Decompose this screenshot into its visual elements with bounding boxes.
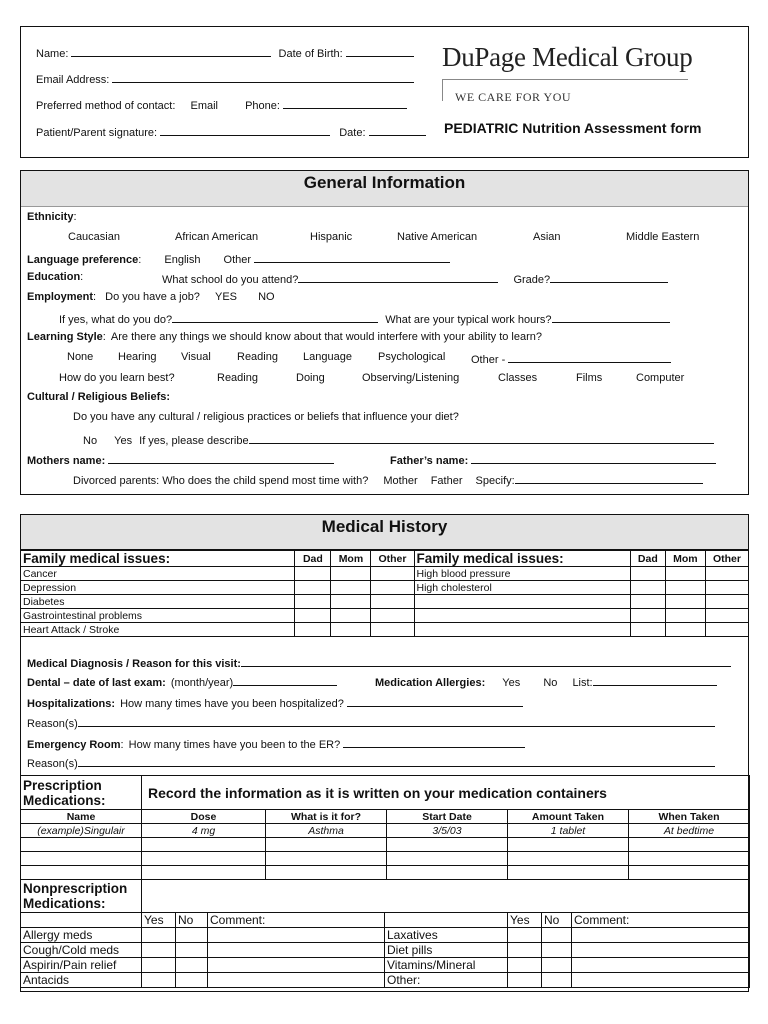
rx-cell[interactable]	[508, 852, 629, 866]
hosp-reasons-row	[27, 715, 715, 730]
checkbox-cell[interactable]	[665, 609, 705, 623]
checkbox-cell[interactable]	[371, 567, 414, 581]
cultural-label: Cultural / Religious Beliefs:	[27, 391, 171, 403]
med-allergies-row	[375, 674, 717, 689]
otc-title-row	[21, 880, 750, 913]
contact-row	[36, 97, 407, 112]
language-label: Language preference	[27, 254, 139, 266]
col-mom-right: Mom	[665, 551, 705, 567]
contact-phone-label: Phone:	[245, 100, 280, 112]
rx-col-purpose: What is it for?	[266, 810, 387, 824]
allergy-list-field[interactable]	[593, 674, 717, 686]
otc-vitamins: Vitamins/Mineral	[385, 958, 508, 973]
rx-col-dose: Dose	[142, 810, 266, 824]
employment-label: Employment	[27, 291, 94, 303]
learn-best-observing[interactable]: Observing/Listening	[362, 372, 460, 384]
divorced-row	[73, 472, 703, 487]
table-row	[21, 958, 750, 973]
hosp-reasons-label: Reason(s)	[27, 718, 78, 730]
ethnicity-caucasian[interactable]: Caucasian	[68, 231, 120, 243]
rx-cell[interactable]	[387, 852, 508, 866]
table-row	[21, 928, 750, 943]
brand-logo: DuPage Medical Group	[442, 42, 693, 72]
learning-question: Are there any things we should know about that would interfere with your ability to learn?	[110, 331, 543, 343]
issue-high-blood-pressure: High blood pressure	[414, 567, 630, 581]
checkbox-cell[interactable]	[371, 581, 414, 595]
language-row: Language preference: English Other	[27, 251, 450, 266]
otc-antacids: Antacids	[21, 973, 142, 988]
table-row	[21, 973, 750, 988]
name-field[interactable]	[71, 45, 271, 57]
learning-label: Learning Style	[27, 331, 103, 343]
cultural-answer-row	[83, 432, 714, 447]
table-row	[21, 609, 749, 623]
er-field[interactable]	[343, 736, 525, 748]
hosp-label: Hospitalizations:	[27, 698, 116, 710]
nonprescription-table	[20, 879, 750, 988]
dental-hint: (month/year)	[170, 677, 234, 689]
rx-cell[interactable]	[266, 866, 387, 880]
language-other[interactable]: Other	[223, 254, 252, 266]
hosp-field[interactable]	[347, 695, 523, 707]
allergy-list-label: List:	[572, 677, 593, 689]
rx-header-row	[21, 810, 750, 824]
otc-cell[interactable]	[176, 958, 208, 973]
family-issues-header-right: Family medical issues:	[414, 551, 630, 567]
employment-row: Employment: Do you have a job? YES NO	[27, 291, 275, 303]
checkbox-cell[interactable]	[665, 567, 705, 581]
checkbox-cell[interactable]	[630, 595, 665, 609]
fathers-name-field[interactable]	[471, 452, 716, 464]
rx-cell[interactable]	[266, 838, 387, 852]
table-row	[21, 852, 750, 866]
family-issues-table	[20, 550, 749, 637]
otc-cell[interactable]	[508, 973, 542, 988]
signature-label: Patient/Parent signature:	[36, 127, 158, 139]
brand-rule	[442, 79, 688, 80]
form-title: PEDIATRIC Nutrition Assessment form	[444, 120, 702, 136]
ethnicity-hispanic[interactable]: Hispanic	[310, 231, 353, 243]
father-row	[390, 452, 716, 467]
rx-cell[interactable]	[387, 866, 508, 880]
otc-cell[interactable]	[572, 958, 750, 973]
fathers-name-label: Father’s name:	[390, 455, 469, 467]
ethnicity-label-row: Ethnicity:	[27, 211, 77, 223]
learning-other-row	[471, 351, 671, 366]
phone-field[interactable]	[283, 97, 407, 109]
col-mom-left: Mom	[331, 551, 371, 567]
otc-cell[interactable]	[142, 973, 176, 988]
divorced-specify-label: Specify:	[475, 475, 515, 487]
otc-cell[interactable]	[208, 928, 385, 943]
parents-row	[27, 452, 334, 467]
otc-cough-cold: Cough/Cold meds	[21, 943, 142, 958]
learning-psychological[interactable]: Psychological	[378, 351, 446, 363]
diagnosis-label: Medical Diagnosis / Reason for this visit:	[27, 658, 241, 670]
otc-title-blank	[142, 880, 750, 913]
ethnicity-asian[interactable]: Asian	[533, 231, 561, 243]
rx-example-when: At bedtime	[629, 824, 750, 838]
issue-gastrointestinal: Gastrointestinal problems	[21, 609, 295, 623]
col-dad-right: Dad	[630, 551, 665, 567]
rx-example-row	[21, 824, 750, 838]
cultural-no[interactable]: No	[83, 435, 98, 447]
checkbox-cell[interactable]	[331, 581, 371, 595]
work-hours-field[interactable]	[552, 311, 670, 323]
family-issues-header-left: Family medical issues:	[21, 551, 295, 567]
checkbox-cell[interactable]	[705, 609, 748, 623]
rx-example-start: 3/5/03	[387, 824, 508, 838]
checkbox-cell[interactable]	[630, 567, 665, 581]
otc-other: Other:	[385, 973, 508, 988]
checkbox-cell[interactable]	[331, 595, 371, 609]
learning-reading[interactable]: Reading	[237, 351, 278, 363]
grade-field[interactable]	[550, 271, 668, 283]
otc-cell[interactable]	[542, 958, 572, 973]
education-label: Education	[27, 271, 81, 283]
date-field[interactable]	[369, 124, 426, 136]
brand-tagline: WE CARE FOR YOU	[455, 90, 572, 104]
rx-cell[interactable]	[266, 852, 387, 866]
rx-title: Prescription Medications:	[21, 776, 142, 810]
issue-diabetes: Diabetes	[21, 595, 295, 609]
rx-cell[interactable]	[508, 866, 629, 880]
school-question: What school do you attend?	[162, 274, 299, 286]
otc-blank-header-right	[385, 913, 508, 928]
er-question: How many times have you been to the ER?	[128, 739, 341, 751]
otc-blank-header	[21, 913, 142, 928]
job-what-field[interactable]	[172, 311, 378, 323]
divorced-father[interactable]: Father	[430, 475, 463, 487]
language-english[interactable]: English	[164, 254, 201, 266]
learn-best-classes[interactable]: Classes	[498, 372, 538, 384]
dental-field[interactable]	[233, 674, 337, 686]
learning-none[interactable]: None	[67, 351, 94, 363]
checkbox-cell[interactable]	[630, 581, 665, 595]
divorced-mother[interactable]: Mother	[383, 475, 418, 487]
general-info-title: General Information	[303, 173, 466, 192]
job-question: Do you have a job?	[105, 291, 200, 303]
rx-cell[interactable]	[508, 838, 629, 852]
otc-cell[interactable]	[142, 958, 176, 973]
learn-best-reading[interactable]: Reading	[217, 372, 258, 384]
language-other-field[interactable]	[254, 251, 450, 263]
contact-label: Preferred method of contact:	[36, 100, 176, 112]
learning-other[interactable]: Other -	[471, 354, 506, 366]
otc-aspirin: Aspirin/Pain relief	[21, 958, 142, 973]
checkbox-cell[interactable]	[295, 567, 331, 581]
rx-cell[interactable]	[387, 838, 508, 852]
mothers-name-field[interactable]	[108, 452, 334, 464]
otc-cell[interactable]	[508, 958, 542, 973]
dental-label: Dental – date of last exam:	[27, 677, 166, 689]
signature-field[interactable]	[160, 124, 330, 136]
job-no[interactable]: NO	[258, 291, 275, 303]
checkbox-cell[interactable]	[705, 581, 748, 595]
issue-high-cholesterol: High cholesterol	[414, 581, 630, 595]
checkbox-cell[interactable]	[665, 595, 705, 609]
medical-history-title: Medical History	[321, 517, 448, 536]
er-label: Emergency Room	[27, 739, 121, 751]
rx-cell[interactable]	[142, 866, 266, 880]
allergy-no[interactable]: No	[543, 677, 558, 689]
table-row	[21, 581, 749, 595]
rx-cell[interactable]	[21, 852, 142, 866]
grade-label: Grade?	[513, 274, 551, 286]
cultural-describe-label: If yes, please describe	[139, 435, 249, 447]
school-field[interactable]	[298, 271, 498, 283]
checkbox-cell[interactable]	[665, 581, 705, 595]
date-label: Date:	[339, 127, 366, 139]
rx-example-purpose: Asthma	[266, 824, 387, 838]
dob-label: Date of Birth:	[278, 48, 343, 60]
issue-cancer: Cancer	[21, 567, 295, 581]
otc-cell[interactable]	[142, 928, 176, 943]
brand-rule-tick	[442, 79, 443, 101]
otc-cell[interactable]	[208, 943, 385, 958]
table-row	[21, 595, 749, 609]
checkbox-cell[interactable]	[665, 623, 705, 637]
checkbox-cell[interactable]	[705, 623, 748, 637]
checkbox-cell[interactable]	[295, 609, 331, 623]
otc-col-no-left: No	[176, 913, 208, 928]
er-reasons-row	[27, 755, 715, 770]
checkbox-cell[interactable]	[295, 581, 331, 595]
divorced-specify-field[interactable]	[515, 472, 703, 484]
otc-cell[interactable]	[142, 943, 176, 958]
checkbox-cell[interactable]	[705, 567, 748, 581]
otc-cell[interactable]	[208, 973, 385, 988]
rx-example-amount: 1 tablet	[508, 824, 629, 838]
checkbox-cell[interactable]	[630, 609, 665, 623]
rx-instruction: Record the information as it is written on your medication containers	[142, 776, 750, 810]
rx-example-dose: 4 mg	[142, 824, 266, 838]
diagnosis-field[interactable]	[241, 655, 731, 667]
table-row	[21, 943, 750, 958]
otc-cell[interactable]	[542, 973, 572, 988]
job-yes[interactable]: YES	[215, 291, 238, 303]
table-row	[21, 623, 749, 637]
issue-heart-attack-stroke: Heart Attack / Stroke	[21, 623, 295, 637]
rx-col-when: When Taken	[629, 810, 750, 824]
er-reasons-label: Reason(s)	[27, 758, 78, 770]
dob-field[interactable]	[346, 45, 414, 57]
email-label: Email Address:	[36, 74, 110, 86]
er-row: Emergency Room: How many times have you been to the ER?	[27, 736, 525, 751]
checkbox-cell[interactable]	[295, 595, 331, 609]
otc-col-yes-right: Yes	[508, 913, 542, 928]
er-reasons-field[interactable]	[78, 755, 715, 767]
checkbox-cell[interactable]	[331, 567, 371, 581]
cultural-describe-field[interactable]	[249, 432, 714, 444]
diagnosis-row	[27, 655, 731, 670]
otc-header-row	[21, 913, 750, 928]
issue-depression: Depression	[21, 581, 295, 595]
col-other-right: Other	[705, 551, 748, 567]
name-row	[36, 45, 414, 60]
job-detail-row	[59, 311, 670, 326]
checkbox-cell[interactable]	[331, 623, 371, 637]
prescription-table	[20, 775, 750, 880]
issue-blank[interactable]	[414, 623, 630, 637]
ethnicity-label: Ethnicity	[27, 211, 74, 223]
contact-email-option[interactable]: Email	[190, 100, 218, 112]
hosp-question: How many times have you been hospitalized?	[120, 698, 344, 710]
learning-other-field[interactable]	[508, 351, 671, 363]
rx-cell[interactable]	[21, 866, 142, 880]
ethnicity-native-american[interactable]: Native American	[397, 231, 478, 243]
learn-best-question: How do you learn best?	[59, 372, 175, 384]
otc-col-no-right: No	[542, 913, 572, 928]
rx-title-row	[21, 776, 750, 810]
divorced-question: Divorced parents: Who does the child spend most time with?	[73, 475, 369, 487]
rx-cell[interactable]	[629, 838, 750, 852]
dental-row	[27, 674, 337, 689]
otc-cell[interactable]	[572, 928, 750, 943]
work-hours-question: What are your typical work hours?	[385, 314, 552, 326]
otc-diet-pills: Diet pills	[385, 943, 508, 958]
job-what-question: If yes, what do you do?	[59, 314, 173, 326]
otc-cell[interactable]	[176, 973, 208, 988]
otc-cell[interactable]	[208, 958, 385, 973]
checkbox-cell[interactable]	[331, 609, 371, 623]
cultural-question: Do you have any cultural / religious practices or beliefs that influence your diet?	[73, 411, 459, 423]
issue-blank[interactable]	[414, 595, 630, 609]
email-field[interactable]	[112, 71, 414, 83]
otc-cell[interactable]	[508, 943, 542, 958]
hosp-reasons-field[interactable]	[78, 715, 715, 727]
table-row	[21, 567, 749, 581]
otc-title: Nonprescription Medications:	[21, 880, 142, 913]
otc-cell[interactable]	[176, 943, 208, 958]
otc-cell[interactable]	[508, 928, 542, 943]
education-row: Education:	[27, 271, 84, 283]
otc-col-comment-left: Comment:	[208, 913, 385, 928]
checkbox-cell[interactable]	[371, 595, 414, 609]
signature-row	[36, 124, 426, 139]
learn-best-doing[interactable]: Doing	[296, 372, 325, 384]
rx-cell[interactable]	[629, 852, 750, 866]
rx-example-name: (example)Singulair	[21, 824, 142, 838]
ethnicity-middle-eastern[interactable]: Middle Eastern	[626, 231, 700, 243]
rx-col-amount: Amount Taken	[508, 810, 629, 824]
otc-col-yes-left: Yes	[142, 913, 176, 928]
cultural-yes[interactable]: Yes	[114, 435, 133, 447]
allergy-yes[interactable]: Yes	[502, 677, 521, 689]
family-issues-header-row	[21, 551, 749, 567]
otc-laxatives: Laxatives	[385, 928, 508, 943]
learning-row: Learning Style: Are there any things we should know about that would interfere with your ability to learn?	[27, 331, 543, 343]
otc-cell[interactable]	[176, 928, 208, 943]
checkbox-cell[interactable]	[705, 595, 748, 609]
checkbox-cell[interactable]	[630, 623, 665, 637]
otc-allergy-meds: Allergy meds	[21, 928, 142, 943]
col-dad-left: Dad	[295, 551, 331, 567]
email-row	[36, 71, 414, 86]
otc-col-comment-right: Comment:	[572, 913, 750, 928]
learning-hearing[interactable]: Hearing	[118, 351, 157, 363]
rx-col-name: Name	[21, 810, 142, 824]
school-row	[162, 271, 668, 286]
table-row	[21, 838, 750, 852]
rx-cell[interactable]	[142, 852, 266, 866]
checkbox-cell[interactable]	[295, 623, 331, 637]
otc-cell[interactable]	[542, 943, 572, 958]
otc-cell[interactable]	[572, 943, 750, 958]
mothers-name-label: Mothers name:	[27, 455, 106, 467]
col-other-left: Other	[371, 551, 414, 567]
otc-cell[interactable]	[542, 928, 572, 943]
learning-language[interactable]: Language	[303, 351, 352, 363]
learn-best-computer[interactable]: Computer	[636, 372, 685, 384]
rx-col-start-date: Start Date	[387, 810, 508, 824]
ethnicity-african-american[interactable]: African American	[175, 231, 259, 243]
learning-visual[interactable]: Visual	[181, 351, 211, 363]
rx-cell[interactable]	[629, 866, 750, 880]
checkbox-cell[interactable]	[371, 623, 414, 637]
hosp-row	[27, 695, 523, 710]
issue-blank[interactable]	[414, 609, 630, 623]
rx-cell[interactable]	[21, 838, 142, 852]
rx-cell[interactable]	[142, 838, 266, 852]
name-label: Name:	[36, 48, 69, 60]
med-allergies-label: Medication Allergies:	[375, 677, 486, 689]
learn-best-films[interactable]: Films	[576, 372, 603, 384]
otc-cell[interactable]	[572, 973, 750, 988]
table-row	[21, 866, 750, 880]
checkbox-cell[interactable]	[371, 609, 414, 623]
